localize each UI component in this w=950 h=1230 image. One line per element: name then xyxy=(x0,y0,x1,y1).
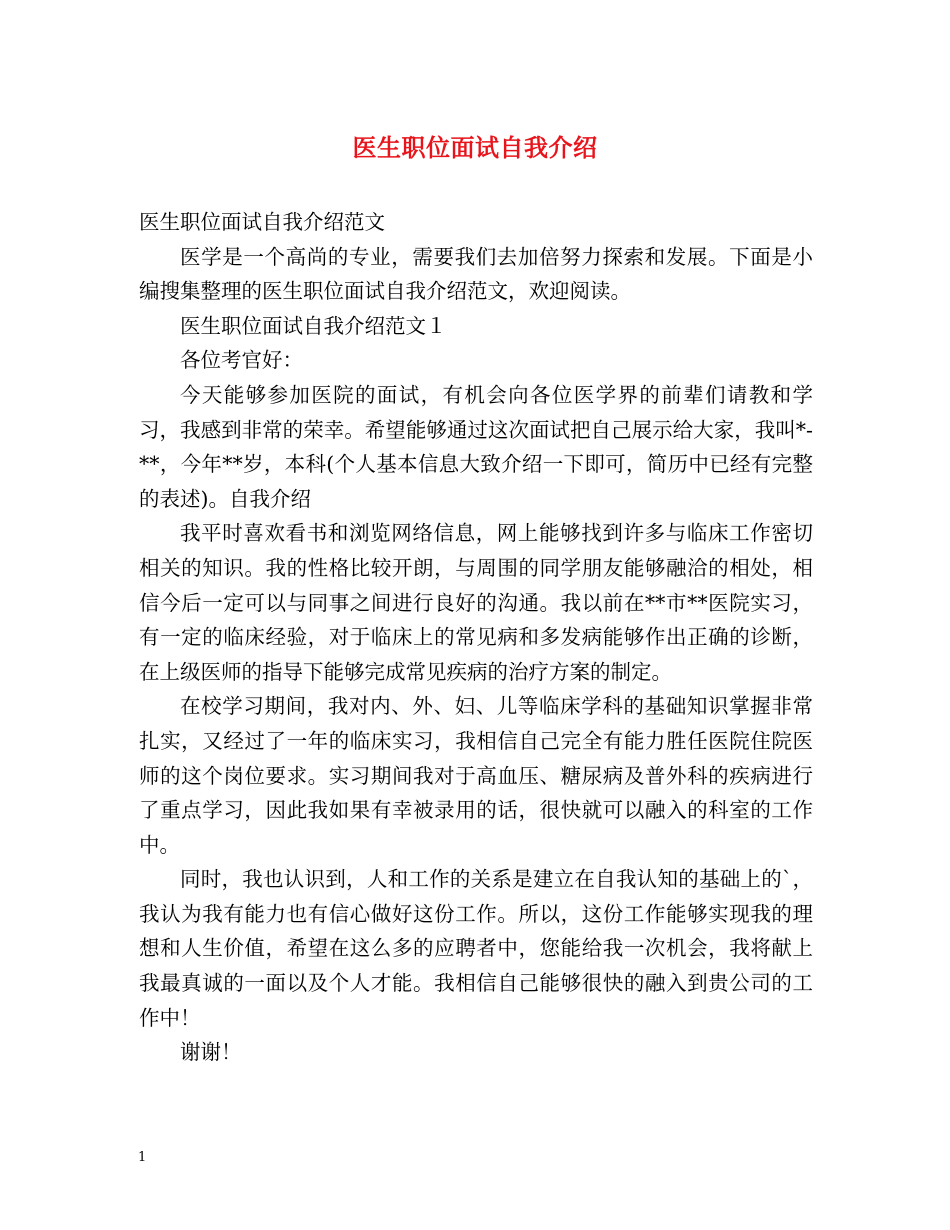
document-title: 医生职位面试自我介绍 xyxy=(352,133,598,162)
body-paragraph: 同时，我也认识到，人和工作的关系是建立在自我认知的基础上的`，我认为我有能力也有信心做好这份工作。所以，这份工作能够实现我的理想和人生价值，希望在这么多的应聘者中，您能给我一次机会，我将献上我最真诚的一面以及个人才能。我相信自己能够很快的融入到贵公司的工作中！ xyxy=(139,867,813,1030)
greeting-paragraph: 各位考官好： xyxy=(180,348,303,373)
body-paragraph: 在校学习期间，我对内、外、妇、儿等临床学科的基础知识掌握非常扎实，又经过了一年的临床实习，我相信自己完全有能力胜任医院住院医师的这个岗位要求。实习期间我对于高血压、糖尿病及普外科的疾病进行了重点学习，因此我如果有幸被录用的话，很快就可以融入的科室的工作中。 xyxy=(139,694,813,857)
intro-paragraph: 医学是一个高尚的专业，需要我们去加倍努力探索和发展。下面是小编搜集整理的医生职位面试自我介绍范文，欢迎阅读。 xyxy=(139,244,813,304)
page-number: 1 xyxy=(138,1150,147,1165)
body-paragraph: 我平时喜欢看书和浏览网络信息，网上能够找到许多与临床工作密切相关的知识。我的性格比较开朗，与周围的同学朋友能够融洽的相处，相信今后一定可以与同事之间进行良好的沟通。我以前在**市**医院实习，有一定的临床经验，对于临床上的常见病和多发病能够作出正确的诊断，在上级医师的指导下能够完成常见疾病的治疗方案的制定。 xyxy=(139,521,813,684)
section-heading: 医生职位面试自我介绍范文１ xyxy=(180,313,447,338)
subtitle-paragraph: 医生职位面试自我介绍范文 xyxy=(139,210,385,234)
document-body xyxy=(139,205,813,1070)
closing-paragraph: 谢谢！ xyxy=(180,1040,242,1065)
body-paragraph: 今天能够参加医院的面试，有机会向各位医学界的前辈们请教和学习，我感到非常的荣幸。希望能够通过这次面试把自己展示给大家，我叫*-**，今年**岁，本科(个人基本信息大致介绍一下即可，简历中已经有完整的表述)。自我介绍 xyxy=(139,382,813,511)
